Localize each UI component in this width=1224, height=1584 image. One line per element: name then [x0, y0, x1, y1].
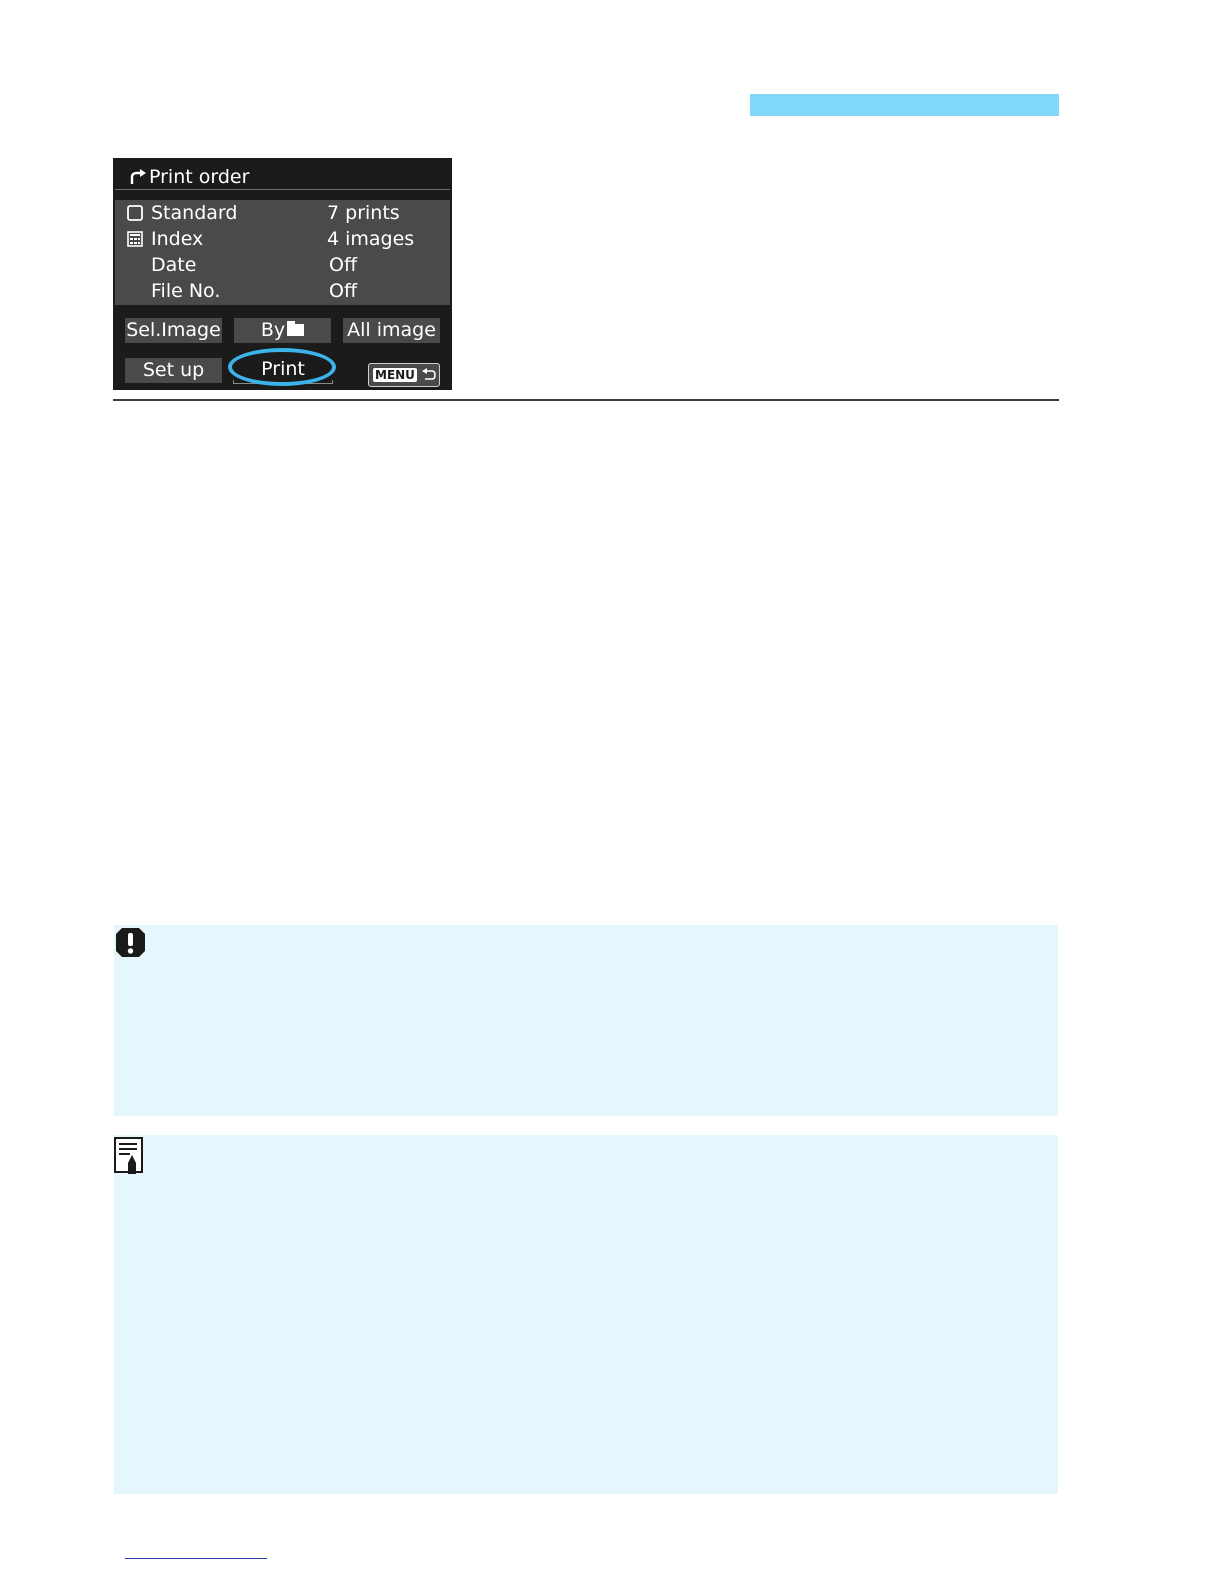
screen-title — [129, 166, 249, 188]
setting-row-standard — [115, 200, 450, 226]
return-icon — [421, 367, 437, 383]
memo-icon — [114, 1137, 144, 1175]
footer-link-underline[interactable] — [125, 1558, 267, 1559]
highlight-ring — [228, 348, 336, 386]
setting-row-index — [115, 226, 450, 252]
note-box — [114, 1135, 1058, 1494]
index-print-icon — [127, 231, 143, 247]
print-settings-panel — [115, 200, 450, 305]
print-label: Print — [261, 358, 305, 380]
standard-print-icon — [127, 205, 143, 221]
print-order-icon — [129, 168, 147, 186]
set-up-button[interactable] — [125, 358, 222, 383]
screen-title-text: Print order — [149, 166, 250, 188]
setting-label: Standard — [151, 202, 238, 224]
setting-value: Off — [329, 280, 358, 302]
caution-box — [114, 925, 1058, 1116]
folder-icon — [287, 324, 304, 336]
camera-lcd-screen — [113, 158, 452, 390]
all-image-button[interactable] — [343, 318, 440, 343]
sel-image-label: Sel.Image — [126, 319, 221, 341]
sel-image-button[interactable] — [125, 318, 222, 343]
setting-value: Off — [329, 254, 358, 276]
setting-value: 7 prints — [327, 202, 400, 224]
menu-back-button[interactable] — [368, 363, 440, 387]
setting-label: Date — [151, 254, 197, 276]
section-divider — [113, 399, 1059, 401]
menu-label: MENU — [375, 368, 415, 382]
setting-row-file-no — [115, 278, 450, 304]
setting-row-date — [115, 252, 450, 278]
title-divider — [115, 189, 450, 190]
by-folder-button[interactable] — [234, 318, 331, 343]
caution-icon — [114, 926, 147, 959]
by-folder-label: By — [260, 319, 286, 341]
set-up-label: Set up — [142, 359, 205, 381]
all-image-label: All image — [347, 319, 436, 341]
setting-value: 4 images — [327, 228, 415, 250]
setting-label: Index — [151, 228, 204, 250]
setting-label: File No. — [151, 280, 221, 302]
section-header-bar — [750, 94, 1059, 116]
